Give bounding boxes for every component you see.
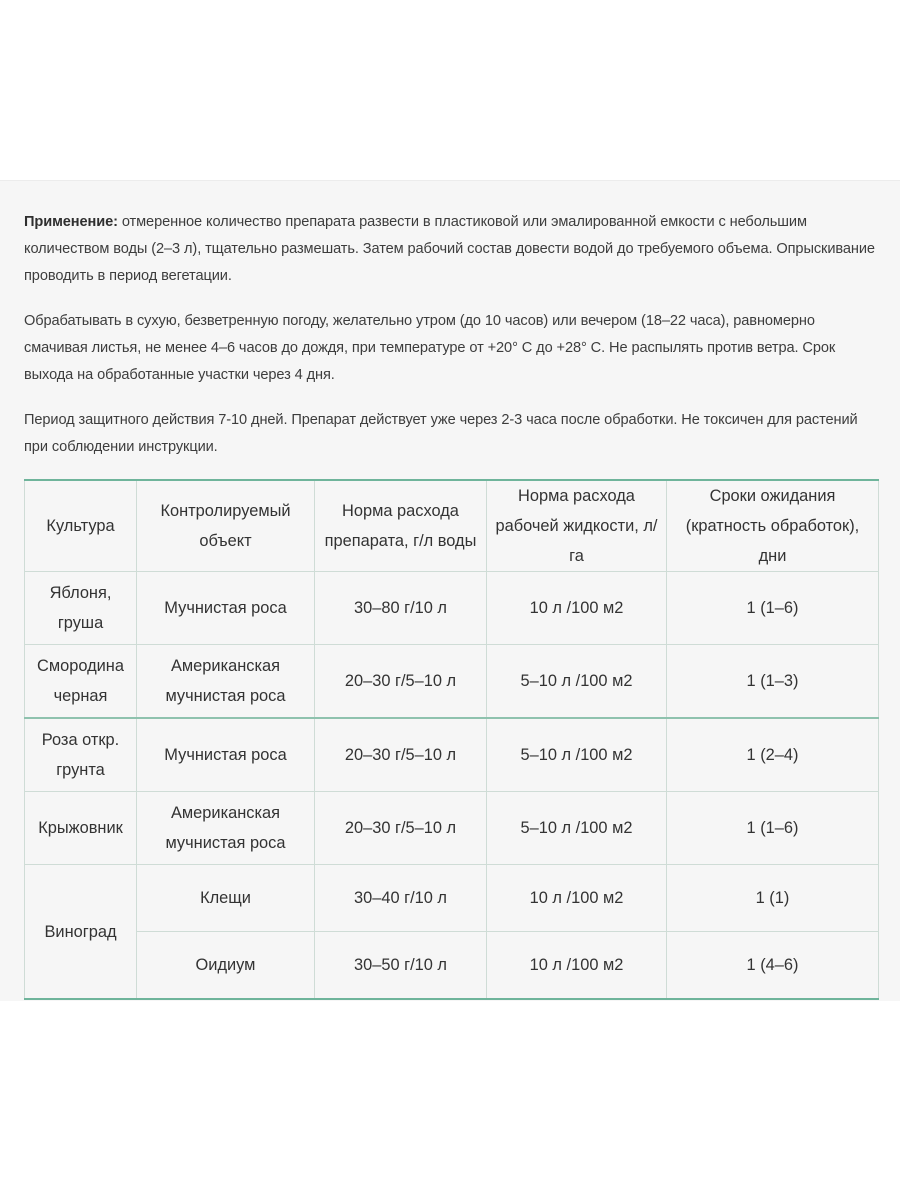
header-dose: Норма расхода препарата, г/л воды	[315, 480, 487, 572]
cell-dose: 30–40 г/10 л	[315, 865, 487, 932]
header-target: Контролируемый объект	[137, 480, 315, 572]
cell-target: Клещи	[137, 865, 315, 932]
cell-dose: 20–30 г/5–10 л	[315, 718, 487, 792]
cell-liquid: 10 л /100 м2	[487, 865, 667, 932]
cell-crop: Виноград	[25, 865, 137, 1000]
cell-crop: Смородина черная	[25, 645, 137, 719]
cell-target: Оидиум	[137, 932, 315, 1000]
header-liquid: Норма расхода рабочей жидкости, л/га	[487, 480, 667, 572]
cell-crop: Яблоня, груша	[25, 572, 137, 645]
cell-crop: Крыжовник	[25, 792, 137, 865]
cell-crop: Роза откр. грунта	[25, 718, 137, 792]
cell-dose: 30–80 г/10 л	[315, 572, 487, 645]
cell-dose: 20–30 г/5–10 л	[315, 645, 487, 719]
table-row	[25, 865, 879, 932]
application-label: Применение:	[24, 214, 118, 230]
cell-liquid: 5–10 л /100 м2	[487, 718, 667, 792]
header-waiting: Сроки ожидания (кратность обработок), дни	[667, 480, 879, 572]
cell-target: Мучнистая роса	[137, 718, 315, 792]
table-row	[25, 645, 879, 719]
cell-target: Американская мучнистая роса	[137, 645, 315, 719]
paragraph-application	[24, 209, 878, 290]
application-text: отмеренное количество препарата развести в пластиковой или эмалированной емкости с небольшим количеством воды (2–3 л), тщательно размешать. Затем рабочий состав довести водой до требуемого объема. Опрыскивание проводить в период вегетации.	[24, 214, 875, 284]
paragraph-conditions: Обрабатывать в сухую, безветренную погоду, желательно утром (до 10 часов) или вечером (18–22 часа), равномерно смачивая листья, не менее 4–6 часов до дождя, при температуре от +20° С до +28° С. Не распылять против ветра. Срок выхода на обработанные участки через 4 дня.	[24, 313, 836, 383]
table-row	[25, 932, 879, 1000]
cell-waiting: 1 (1–6)	[667, 792, 879, 865]
cell-liquid: 10 л /100 м2	[487, 572, 667, 645]
header-crop: Культура	[25, 480, 137, 572]
cell-dose: 20–30 г/5–10 л	[315, 792, 487, 865]
cell-liquid: 5–10 л /100 м2	[487, 792, 667, 865]
cell-liquid: 5–10 л /100 м2	[487, 645, 667, 719]
paragraph-protection-period: Период защитного действия 7-10 дней. Препарат действует уже через 2-3 часа после обработки. Не токсичен для растений при соблюдении инструкции.	[24, 412, 858, 455]
cell-waiting: 1 (1–3)	[667, 645, 879, 719]
content-panel	[0, 180, 900, 1001]
article-content	[24, 209, 878, 1000]
cell-waiting: 1 (4–6)	[667, 932, 879, 1000]
cell-liquid: 10 л /100 м2	[487, 932, 667, 1000]
cell-waiting: 1 (2–4)	[667, 718, 879, 792]
table-row	[25, 572, 879, 645]
table-header-row	[25, 480, 879, 572]
cell-waiting: 1 (1)	[667, 865, 879, 932]
cell-dose: 30–50 г/10 л	[315, 932, 487, 1000]
cell-target: Американская мучнистая роса	[137, 792, 315, 865]
dosage-table	[24, 479, 879, 1000]
table-row	[25, 792, 879, 865]
cell-waiting: 1 (1–6)	[667, 572, 879, 645]
cell-target: Мучнистая роса	[137, 572, 315, 645]
table-row	[25, 718, 879, 792]
